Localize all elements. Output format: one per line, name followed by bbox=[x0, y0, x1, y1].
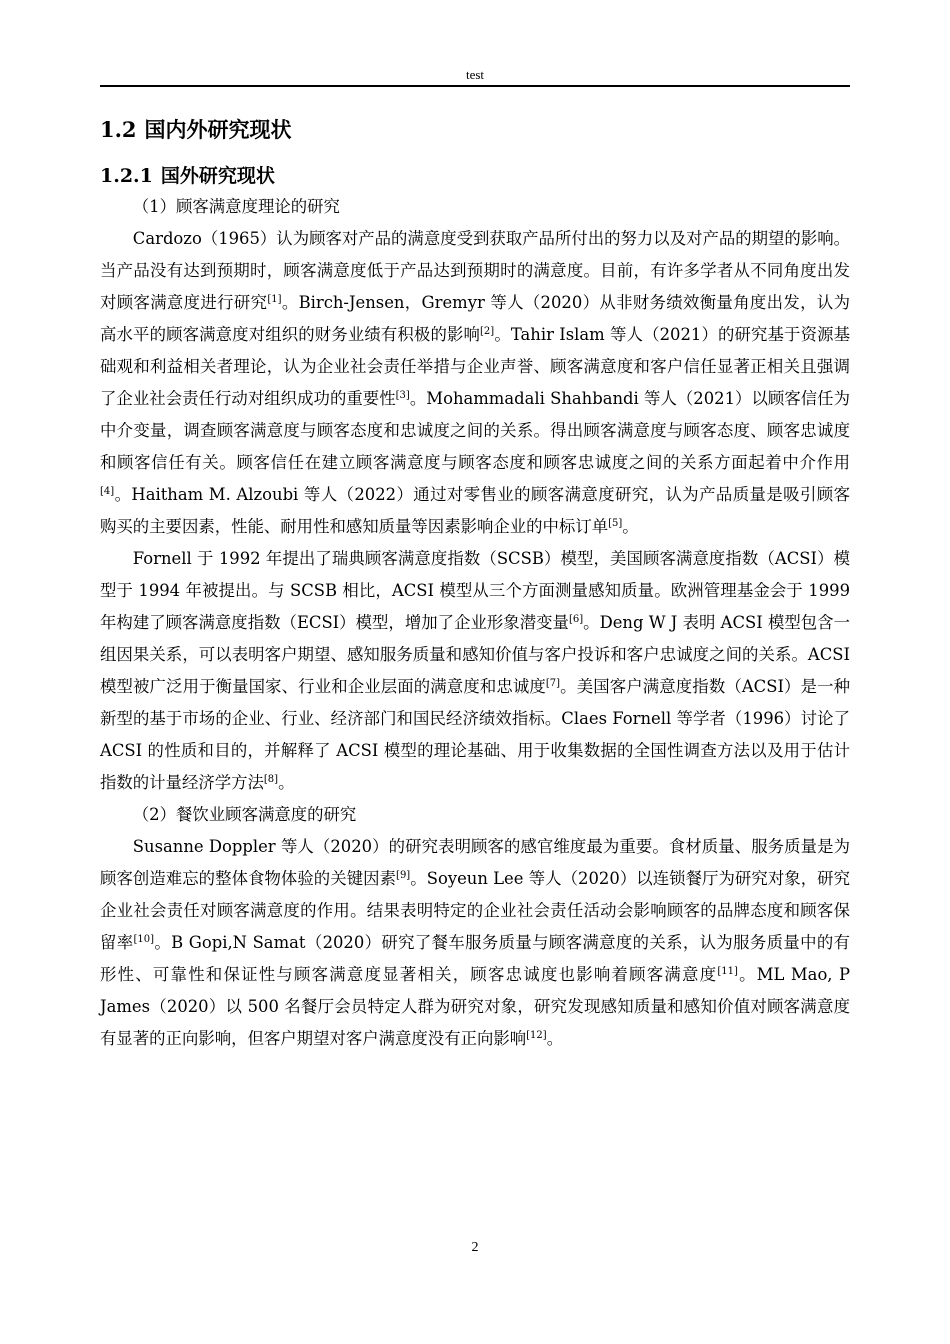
paragraph-satisfaction-index-models bbox=[100, 543, 850, 799]
subsection-title: 国外研究现状 bbox=[160, 165, 275, 187]
subhead-theory: （1）顾客满意度理论的研究 bbox=[132, 197, 340, 216]
page-number: 2 bbox=[471, 1240, 479, 1255]
citation-ref: [1] bbox=[267, 294, 282, 305]
para-text: 。 bbox=[622, 517, 639, 536]
subsection-number: 1.2.1 bbox=[100, 165, 153, 187]
para-text: 。Mohammadali Shahbandi 等人（2021）以顾客信任为中介变量，调查顾客满意度与顾客态度和忠诚度之间的关系。得出顾客满意度与顾客态度、顾客忠诚度和顾客信任有关。顾客信任在建立顾客满意度与顾客态度和顾客忠诚度之间的关系方面起着中介作用 bbox=[100, 389, 850, 472]
citation-ref: [11] bbox=[717, 966, 738, 977]
citation-ref: [7] bbox=[545, 678, 561, 689]
para-text: Fornell 于 1992 年提出了瑞典顾客满意度指数（SCSB）模型，美国顾客满意度指数（ACSI）模型于 1994 年被提出。与 SCSB 相比，ACSI 模型从三个方面测量感知质量。欧洲管理基金会于 1999 年构建了顾客满意度指数（ECSI）模型，增加了企业形象潜变量 bbox=[100, 549, 850, 632]
subhead-catering: （2）餐饮业顾客满意度的研究 bbox=[132, 805, 357, 824]
section-title: 国内外研究现状 bbox=[144, 117, 292, 142]
citation-ref: [6] bbox=[568, 614, 584, 625]
citation-ref: [8] bbox=[263, 774, 279, 785]
para-text: 。 bbox=[546, 1029, 564, 1048]
para-text: 。美国客户满意度指数（ACSI）是一种新型的基于市场的企业、行业、经济部门和国民经济绩效指标。Claes Fornell 等学者（1996）讨论了 ACSI 的性质和目的，并解释了 ACSI 模型的理论基础、用于收集数据的全国性调查方法以及用于估计指数的计量经济学方法 bbox=[100, 677, 850, 792]
para-text: 。 bbox=[278, 773, 295, 792]
paragraph-customer-satisfaction-theory bbox=[100, 223, 850, 543]
para-text: 。Deng W J 表明 ACSI 模型包含一组因果关系，可以表明客户期望、感知服务质量和感知价值与客户投诉和客户忠诚度之间的关系。ACSI 模型被广泛用于衡量国家、行业和企业层面的满意度和忠诚度 bbox=[100, 613, 850, 696]
running-header: test bbox=[465, 67, 485, 82]
citation-ref: [4] bbox=[100, 486, 115, 497]
para-text: 。B Gopi,N Samat（2020）研究了餐车服务质量与顾客满意度的关系，认为服务质量中的有形性、可靠性和保证性与顾客满意度显著相关，顾客忠诚度也影响着顾客满意度 bbox=[100, 933, 850, 984]
para-text: 。Soyeun Lee 等人（2020）以连锁餐厅为研究对象，研究企业社会责任对顾客满意度的作用。结果表明特定的企业社会责任活动会影响顾客的品牌态度和顾客保留率 bbox=[100, 869, 851, 952]
page-body bbox=[100, 114, 850, 1055]
subsection-heading bbox=[100, 161, 850, 191]
para-text: 。Tahir Islam 等人（2021）的研究基于资源基础观和利益相关者理论，认为企业社会责任举措与企业声誉、顾客满意度和客户信任显著正相关且强调了企业社会责任行动对组织成功的重要性 bbox=[100, 325, 851, 408]
paragraph-catering-satisfaction bbox=[100, 831, 850, 1055]
section-number: 1.2 bbox=[100, 117, 137, 142]
citation-ref: [10] bbox=[133, 934, 155, 945]
citation-ref: [12] bbox=[526, 1030, 547, 1041]
para-text: 。Haitham M. Alzoubi 等人（2022）通过对零售业的顾客满意度研究，认为产品质量是吸引顾客购买的主要因素，性能、耐用性和感知质量等因素影响企业的中标订单 bbox=[100, 485, 850, 536]
citation-ref: [2] bbox=[480, 326, 495, 337]
para-text: 。ML Mao, P James（2020）以 500 名餐厅会员特定人群为研究对象，研究发现感知质量和感知价值对顾客满意度有显著的正向影响，但客户期望对客户满意度没有正向影响 bbox=[100, 965, 851, 1048]
citation-ref: [5] bbox=[608, 518, 623, 529]
header-rule bbox=[100, 85, 850, 87]
para-text: 。Birch-Jensen，Gremyr 等人（2020）从非财务绩效衡量角度出发，认为高水平的顾客满意度对组织的财务业绩有积极的影响 bbox=[100, 293, 850, 344]
citation-ref: [9] bbox=[396, 870, 411, 881]
section-heading bbox=[100, 114, 850, 146]
citation-ref: [3] bbox=[395, 390, 410, 401]
para-text: Susanne Doppler 等人（2020）的研究表明顾客的感官维度最为重要。食材质量、服务质量是为顾客创造难忘的整体食物体验的关键因素 bbox=[100, 837, 850, 888]
para-text: Cardozo（1965）认为顾客对产品的满意度受到获取产品所付出的努力以及对产品的期望的影响。当产品没有达到预期时，顾客满意度低于产品达到预期时的满意度。目前，有许多学者从不同角度出发对顾客满意度进行研究 bbox=[100, 229, 850, 312]
